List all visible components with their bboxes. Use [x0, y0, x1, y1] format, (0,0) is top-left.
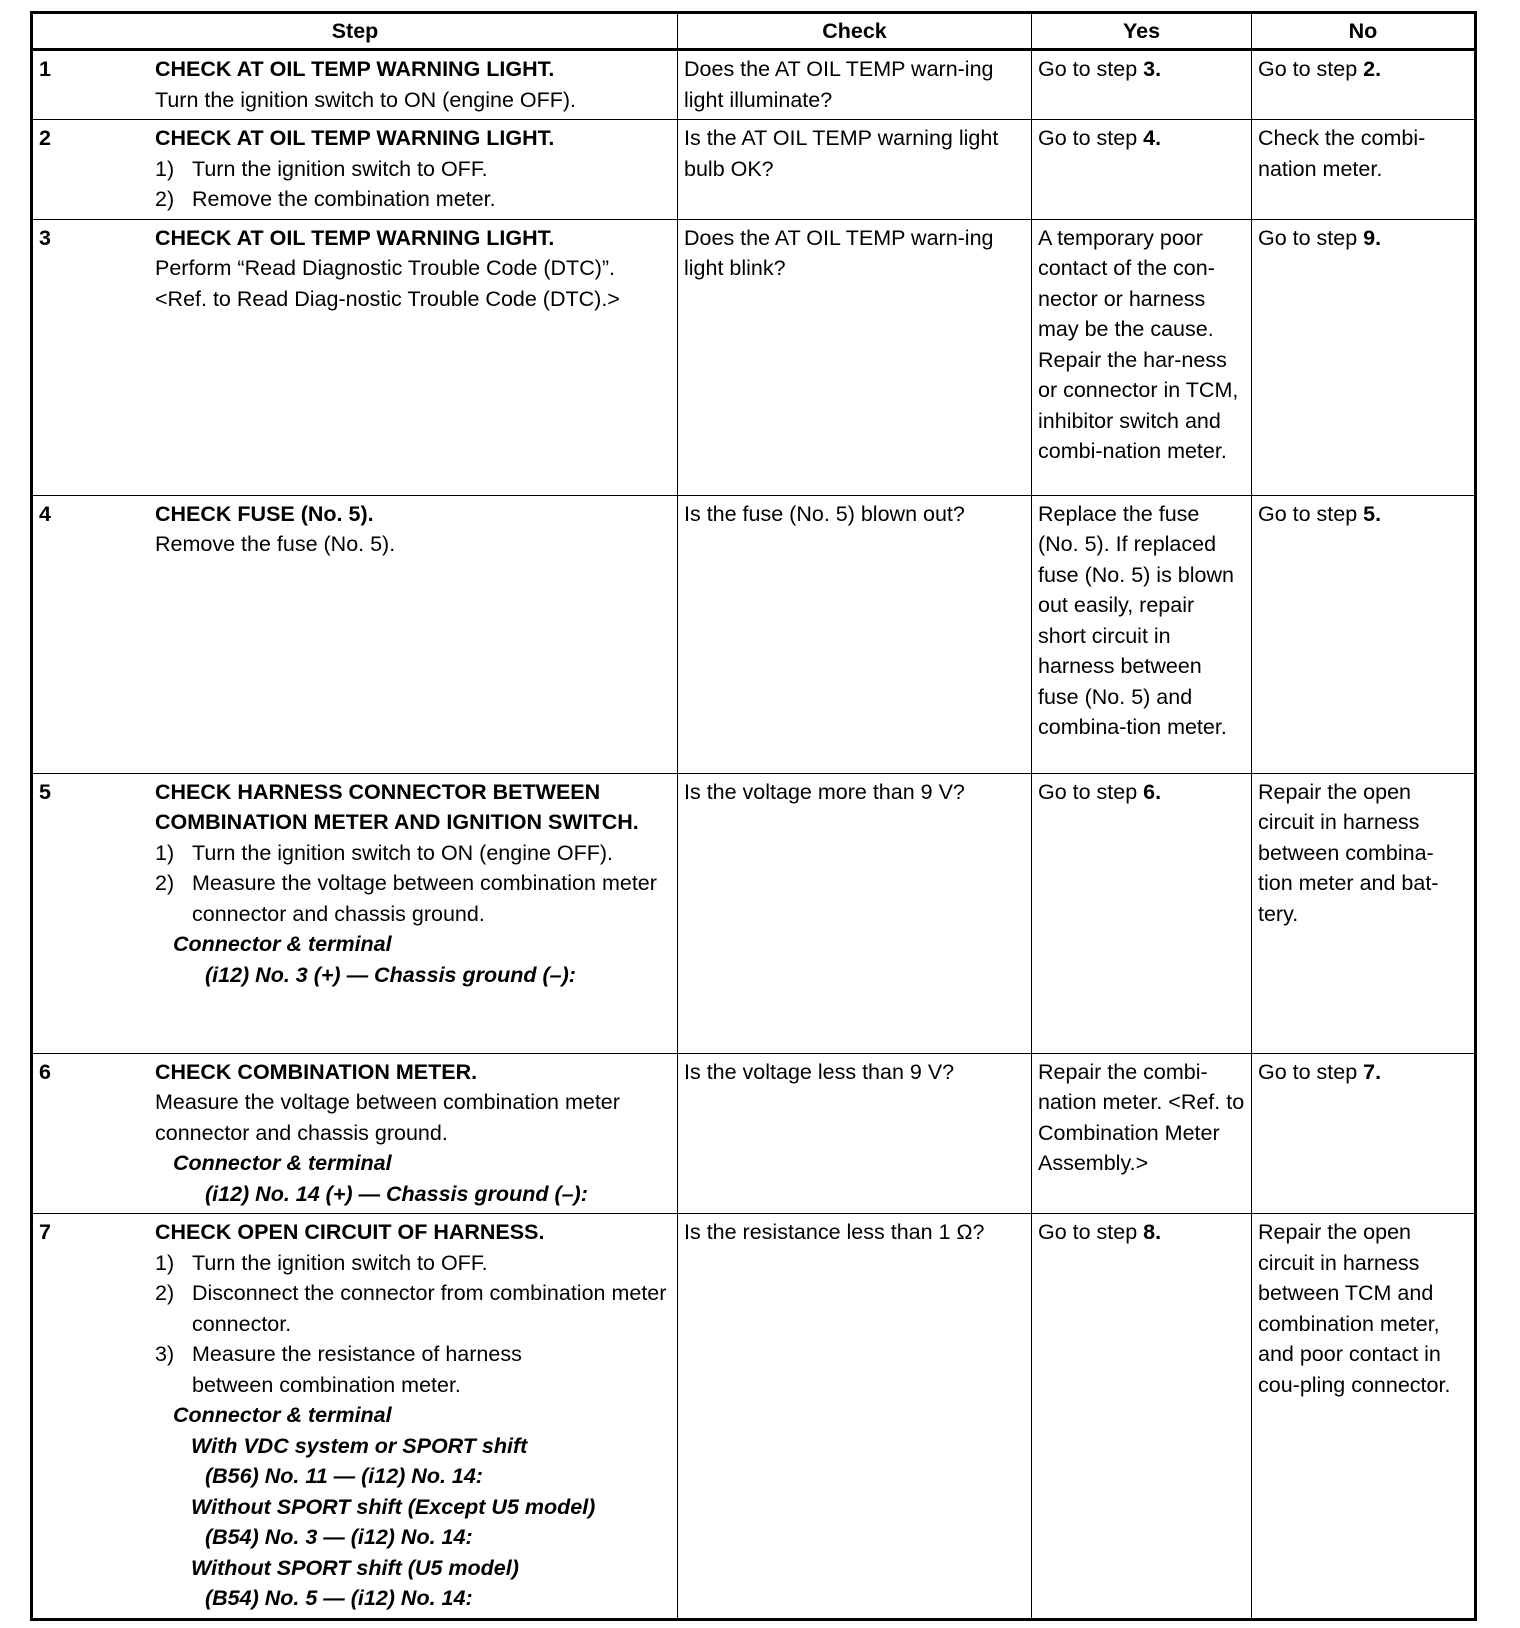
connector-terminal-heading: Connector & terminal: [173, 1403, 392, 1427]
list-item: [155, 838, 671, 869]
yes-cell: [1032, 773, 1252, 1053]
connector-terminal-variant: Without SPORT shift (Except U5 model): [191, 1494, 596, 1519]
list-item-number: 2): [155, 871, 175, 895]
connector-terminal-line: (B56) No. 11 — (i12) No. 14:: [205, 1464, 483, 1488]
yes-cell: [1032, 50, 1252, 120]
yes-text: Go to step: [1038, 126, 1144, 150]
check-cell: Is the voltage less than 9 V?: [678, 1053, 1032, 1214]
list-item-text: Measure the voltage between combination meter connector and chassis ground.: [192, 871, 657, 926]
no-text: Go to step: [1258, 57, 1364, 81]
step-cell: [32, 219, 678, 495]
connector-terminal-variant: Without SPORT shift (U5 model): [191, 1555, 519, 1580]
step-cell: [32, 1053, 678, 1214]
no-text: Go to step: [1258, 501, 1364, 526]
list-item-number: 2): [155, 187, 175, 211]
list-item-text: Turn the ignition switch to OFF.: [192, 156, 488, 181]
table-row: [32, 219, 1476, 495]
no-cell: [1252, 219, 1476, 495]
yes-step-ref: 4.: [1143, 126, 1162, 150]
header-check: Check: [678, 13, 1032, 50]
step-number: 2: [39, 126, 51, 150]
no-step-ref: 5.: [1363, 501, 1382, 526]
check-cell: Is the fuse (No. 5) blown out?: [678, 495, 1032, 773]
no-cell: [1252, 50, 1476, 120]
no-cell: [1252, 495, 1476, 773]
check-cell: Is the resistance less than 1 Ω?: [678, 1214, 1032, 1620]
step-title: CHECK COMBINATION METER.: [155, 1059, 478, 1084]
no-text: Go to step: [1258, 225, 1364, 250]
table-row: [32, 50, 1476, 120]
step-cell: [32, 50, 678, 120]
check-cell: Is the voltage more than 9 V?: [678, 773, 1032, 1053]
yes-text: Go to step: [1038, 1220, 1144, 1244]
step-title: CHECK AT OIL TEMP WARNING LIGHT.: [155, 225, 555, 250]
step-description: Measure the voltage between combination meter connector and chassis ground.: [155, 1090, 620, 1145]
no-cell: Repair the open circuit in harness between TCM and combination meter, and poor contact in cou-pling connector.: [1252, 1214, 1476, 1620]
list-item: [155, 1278, 671, 1339]
diagnostic-table: [30, 11, 1477, 1621]
no-step-ref: 9.: [1363, 225, 1382, 250]
header-yes: Yes: [1032, 13, 1252, 50]
yes-cell: A temporary poor contact of the con-nector or harness may be the cause. Repair the har-ness or connector in TCM, inhibitor switch and combi-nation meter.: [1032, 219, 1252, 495]
no-cell: Check the combi-nation meter.: [1252, 120, 1476, 220]
list-item-number: 1): [155, 1250, 175, 1275]
list-item: [155, 868, 671, 929]
table-row: [32, 773, 1476, 1053]
connector-terminal-heading: Connector & terminal: [173, 1151, 392, 1175]
yes-cell: [1032, 120, 1252, 220]
step-title: CHECK HARNESS CONNECTOR BETWEEN COMBINATION METER AND IGNITION SWITCH.: [155, 779, 639, 834]
connector-terminal-line: (i12) No. 14 (+) — Chassis ground (–):: [205, 1181, 588, 1206]
step-title: CHECK OPEN CIRCUIT OF HARNESS.: [155, 1220, 545, 1244]
table-row: [32, 1053, 1476, 1214]
list-item-text: Measure the resistance of harness between combination meter.: [192, 1342, 522, 1397]
step-description: Perform “Read Diagnostic Trouble Code (DTC)”. <Ref. to Read Diag-nostic Trouble Code (DTC).>: [155, 256, 620, 311]
list-item-number: 3): [155, 1342, 175, 1366]
step-title: CHECK FUSE (No. 5).: [155, 501, 374, 526]
list-item: [155, 184, 671, 215]
step-title: CHECK AT OIL TEMP WARNING LIGHT.: [155, 57, 555, 81]
yes-step-ref: 8.: [1143, 1220, 1162, 1244]
table-row: [32, 1214, 1476, 1620]
list-item: [155, 154, 671, 185]
step-number: 5: [39, 779, 51, 804]
yes-step-ref: 3.: [1143, 57, 1162, 81]
yes-step-ref: 6.: [1143, 779, 1162, 804]
yes-text: Go to step: [1038, 57, 1144, 81]
step-number: 7: [39, 1220, 51, 1244]
yes-cell: [1032, 1214, 1252, 1620]
header-no: No: [1252, 13, 1476, 50]
step-description: Remove the fuse (No. 5).: [155, 532, 396, 556]
table-row: [32, 120, 1476, 220]
yes-cell: Repair the combi-nation meter. <Ref. to Combination Meter Assembly.>: [1032, 1053, 1252, 1214]
step-cell: [32, 1214, 678, 1620]
connector-terminal-line: (B54) No. 5 — (i12) No. 14:: [205, 1586, 473, 1610]
step-number: 3: [39, 225, 51, 250]
step-number: 6: [39, 1059, 51, 1084]
connector-terminal-line: (B54) No. 3 — (i12) No. 14:: [205, 1525, 473, 1549]
list-item-number: 1): [155, 840, 175, 865]
step-cell: [32, 773, 678, 1053]
connector-terminal-variant: With VDC system or SPORT shift: [191, 1433, 528, 1458]
yes-text: Go to step: [1038, 779, 1144, 804]
step-number: 1: [39, 57, 51, 81]
connector-terminal-line: (i12) No. 3 (+) — Chassis ground (–):: [205, 962, 576, 987]
check-cell: Does the AT OIL TEMP warn-ing light blink?: [678, 219, 1032, 495]
list-item: [155, 1339, 671, 1400]
list-item-text: Remove the combination meter.: [192, 187, 496, 211]
list-item-number: 2): [155, 1281, 175, 1305]
list-item-text: Turn the ignition switch to ON (engine OFF).: [192, 840, 614, 865]
list-item-text: Turn the ignition switch to OFF.: [192, 1250, 488, 1275]
step-title: CHECK AT OIL TEMP WARNING LIGHT.: [155, 126, 555, 150]
connector-terminal-heading: Connector & terminal: [173, 932, 392, 956]
step-cell: [32, 120, 678, 220]
step-cell: [32, 495, 678, 773]
no-step-ref: 7.: [1363, 1059, 1382, 1084]
no-cell: Repair the open circuit in harness between combina-tion meter and bat-tery.: [1252, 773, 1476, 1053]
table-row: [32, 495, 1476, 773]
yes-cell: Replace the fuse (No. 5). If replaced fuse (No. 5) is blown out easily, repair short circuit in harness between fuse (No. 5) and combina-tion meter.: [1032, 495, 1252, 773]
no-cell: [1252, 1053, 1476, 1214]
no-text: Go to step: [1258, 1059, 1364, 1084]
header-row: [32, 13, 1476, 50]
no-step-ref: 2.: [1363, 57, 1382, 81]
check-cell: Does the AT OIL TEMP warn-ing light illuminate?: [678, 50, 1032, 120]
list-item: [155, 1248, 671, 1279]
list-item-text: Disconnect the connector from combination meter connector.: [192, 1281, 667, 1336]
step-description: Turn the ignition switch to ON (engine OFF).: [155, 87, 577, 112]
check-cell: Is the AT OIL TEMP warning light bulb OK?: [678, 120, 1032, 220]
list-item-number: 1): [155, 156, 175, 181]
step-number: 4: [39, 501, 51, 526]
header-step: Step: [32, 13, 678, 50]
